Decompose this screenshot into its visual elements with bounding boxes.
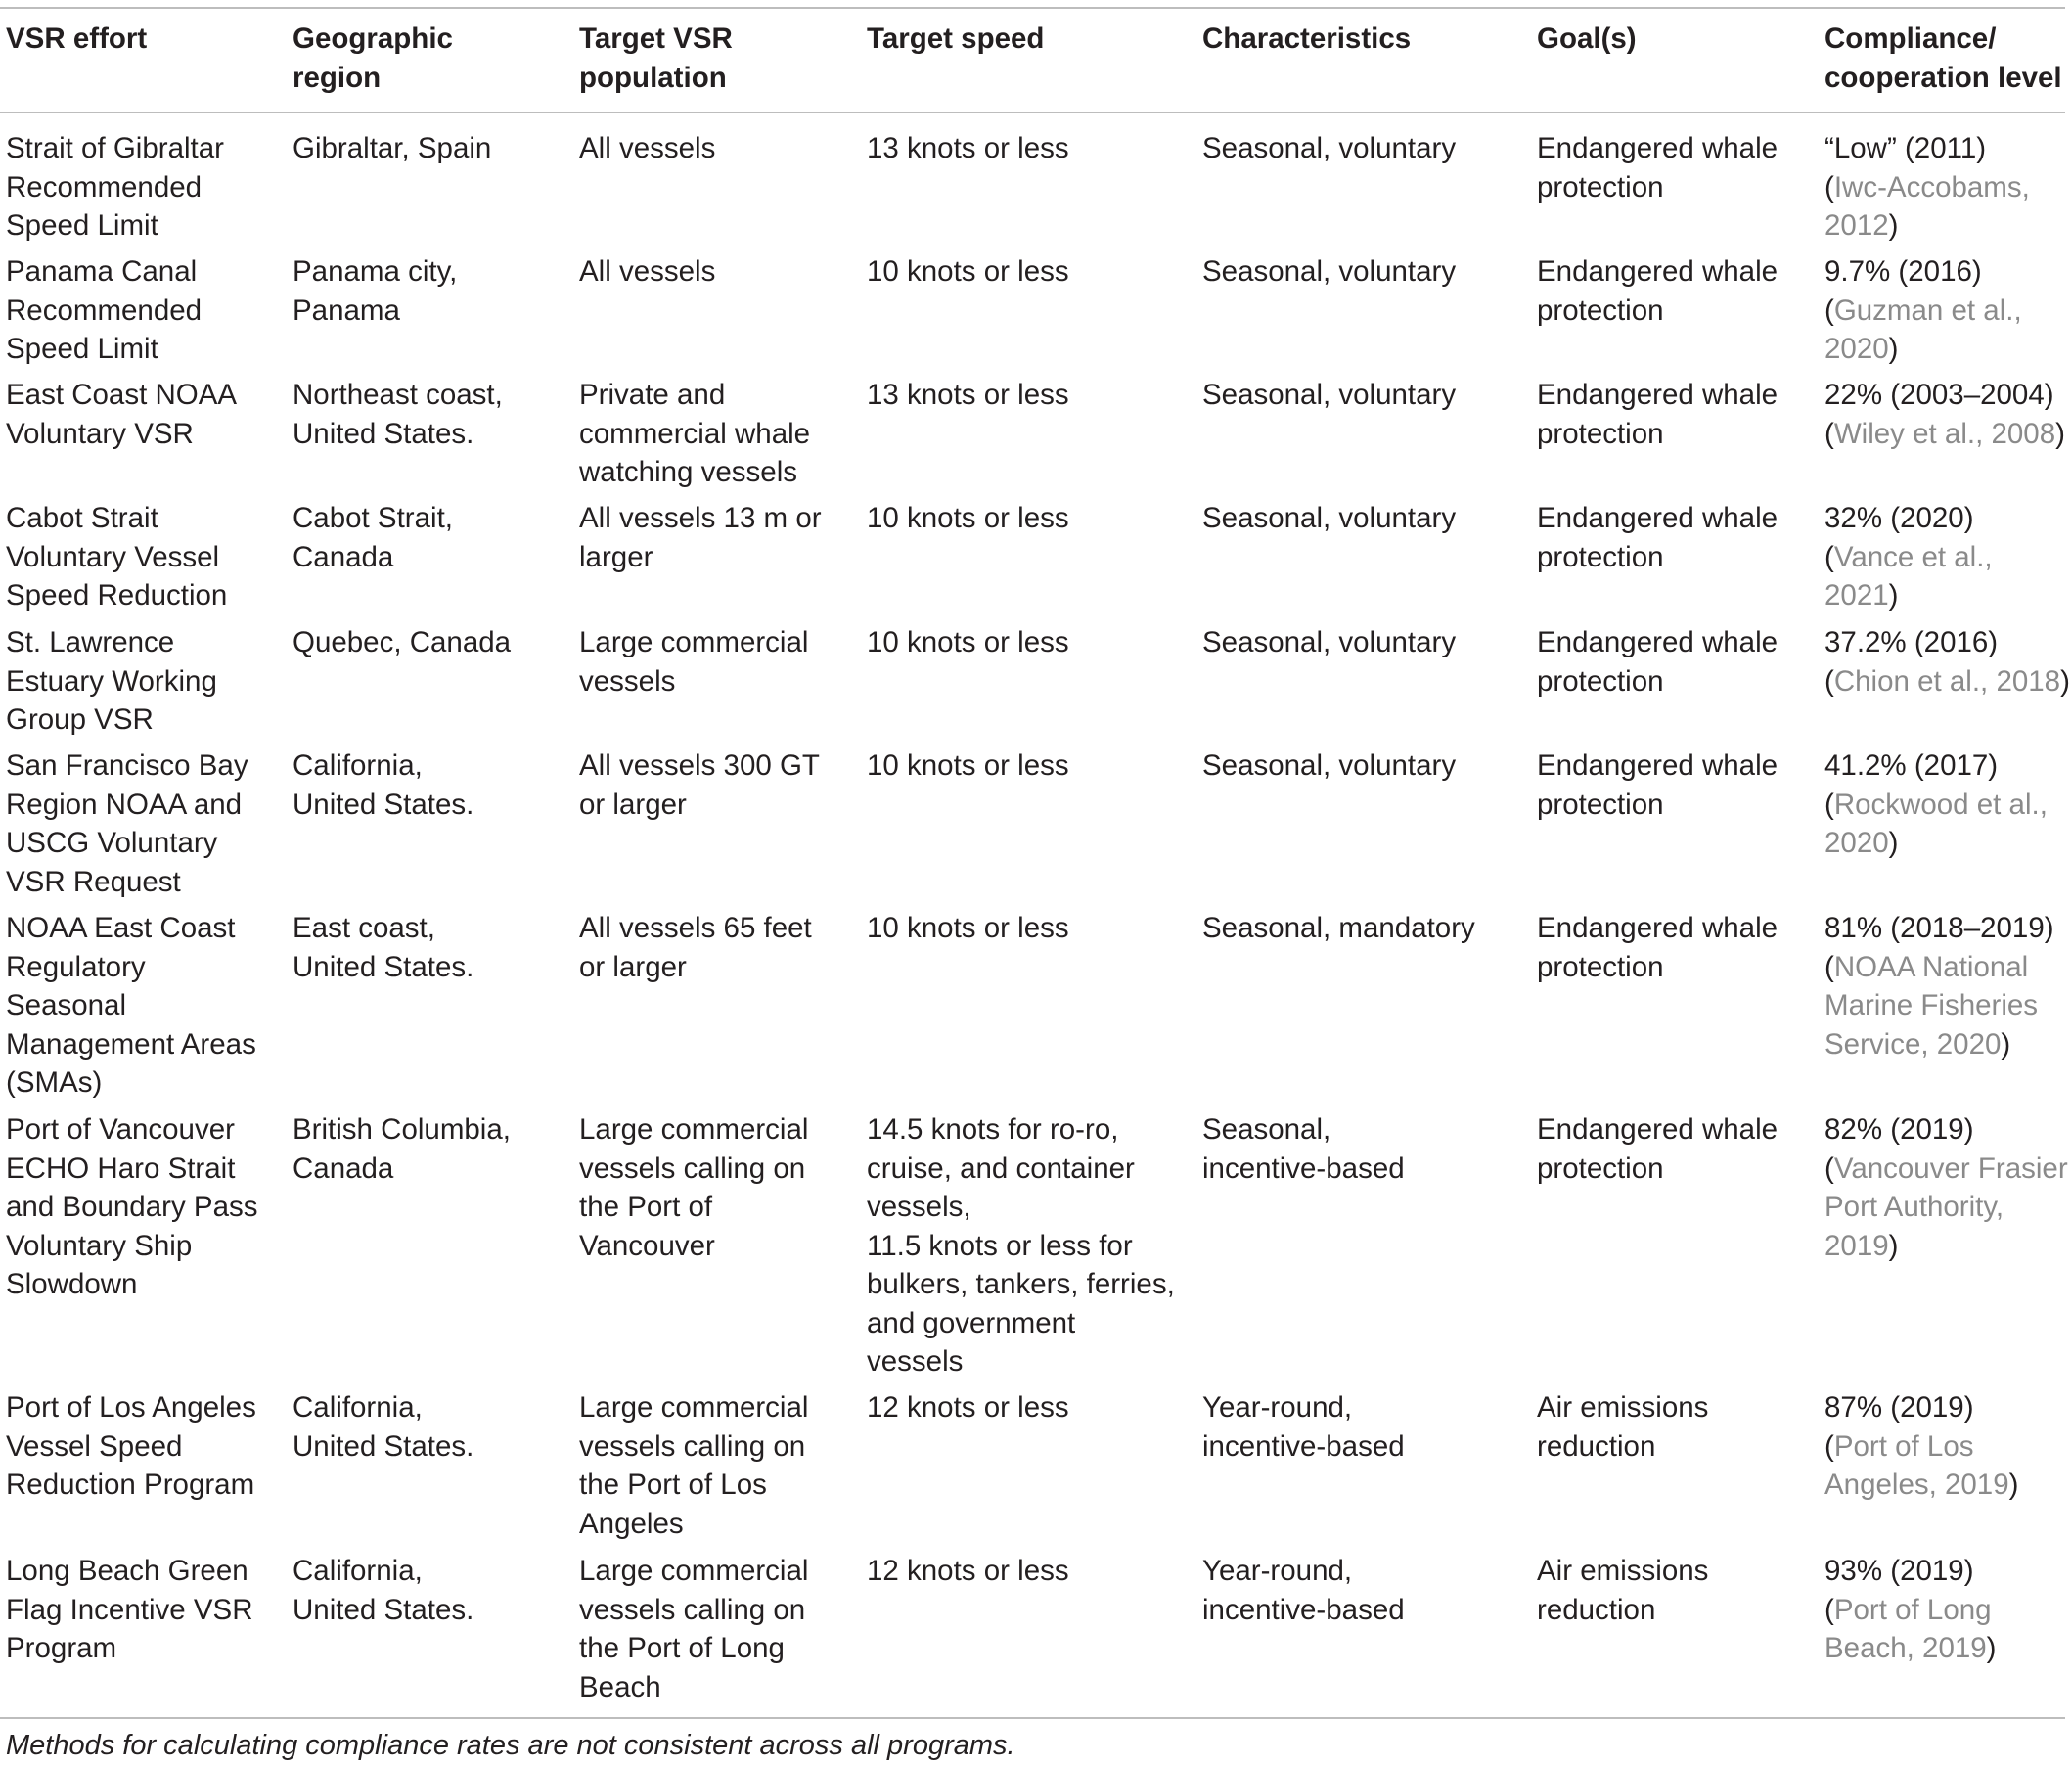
- table-bottom-rule: [0, 1717, 2065, 1719]
- citation-link[interactable]: NOAA National Marine Fisheries Service, 2020: [1824, 950, 2039, 1061]
- characteristics-cell: Seasonal, voluntary: [1202, 626, 1457, 658]
- compliance-value: 82% (2019): [1824, 1113, 1974, 1146]
- region-cell: East coast, United States.: [293, 912, 474, 983]
- region-cell: Cabot Strait, Canada: [293, 502, 453, 573]
- citation-close-paren: ): [2055, 417, 2065, 450]
- goals-cell: Endangered whale protection: [1537, 912, 1779, 983]
- compliance-value: 41.2% (2017): [1824, 749, 1999, 782]
- region-cell: California, United States.: [293, 749, 474, 821]
- citation-open-paren: (: [1824, 417, 1834, 450]
- column-header-target-speed: Target speed: [867, 23, 1045, 55]
- region-cell: Northeast coast, United States.: [293, 379, 503, 450]
- citation-open-paren: (: [1824, 950, 1834, 983]
- goals-cell: Endangered whale protection: [1537, 132, 1779, 204]
- citation-open-paren: (: [1824, 788, 1834, 821]
- compliance-value: “Low” (2011): [1824, 132, 1987, 164]
- population-cell: Large commercial vessels: [579, 626, 809, 698]
- citation-close-paren: ): [2060, 664, 2070, 698]
- vsr-effort-cell: St. Lawrence Estuary Working Group VSR: [6, 626, 217, 736]
- citation-close-paren: ): [1986, 1632, 1997, 1664]
- speed-cell: 10 knots or less: [867, 502, 1069, 534]
- citation-link[interactable]: Guzman et al., 2020: [1824, 294, 2022, 365]
- compliance-cell: [1824, 376, 2065, 453]
- table-header-rule: [0, 112, 2065, 113]
- characteristics-cell: Year-round, incentive-based: [1202, 1555, 1405, 1626]
- column-header-goals: Goal(s): [1537, 23, 1637, 55]
- speed-cell: 14.5 knots for ro-ro, cruise, and container vessels, 11.5 knots or less for bulkers, tankers, ferries, and government vessels: [867, 1113, 1175, 1378]
- column-header-target-population: Target VSR population: [579, 23, 733, 94]
- population-cell: All vessels 65 feet or larger: [579, 912, 812, 983]
- speed-cell: 13 knots or less: [867, 132, 1069, 164]
- speed-cell: 10 knots or less: [867, 912, 1069, 944]
- citation-close-paren: ): [1888, 209, 1899, 242]
- compliance-value: 87% (2019): [1824, 1391, 1974, 1424]
- population-cell: All vessels 13 m or larger: [579, 502, 822, 573]
- citation-link[interactable]: Port of Long Beach, 2019: [1824, 1593, 1992, 1664]
- citation-open-paren: (: [1824, 170, 1834, 204]
- characteristics-cell: Seasonal, incentive-based: [1202, 1113, 1405, 1185]
- citation-close-paren: ): [1888, 333, 1899, 365]
- citation-link[interactable]: Vance et al., 2021: [1824, 540, 1993, 611]
- citation-close-paren: ): [1888, 827, 1899, 859]
- goals-cell: Endangered whale protection: [1537, 626, 1779, 698]
- population-cell: Large commercial vessels calling on the Port of Vancouver: [579, 1113, 809, 1262]
- citation-open-paren: (: [1824, 294, 1834, 327]
- vsr-effort-cell: Long Beach Green Flag Incentive VSR Program: [6, 1555, 253, 1664]
- compliance-cell: [1824, 252, 2022, 369]
- characteristics-cell: Seasonal, voluntary: [1202, 379, 1457, 411]
- citation-open-paren: (: [1824, 664, 1834, 698]
- characteristics-cell: Year-round, incentive-based: [1202, 1391, 1405, 1463]
- region-cell: Panama city, Panama: [293, 255, 458, 327]
- population-cell: All vessels: [579, 132, 716, 164]
- table-top-rule: [0, 7, 2065, 9]
- goals-cell: Air emissions reduction: [1537, 1391, 1709, 1463]
- characteristics-cell: Seasonal, mandatory: [1202, 912, 1475, 944]
- citation-open-paren: (: [1824, 1429, 1834, 1463]
- compliance-value: 37.2% (2016): [1824, 626, 1999, 658]
- compliance-cell: [1824, 1552, 1997, 1668]
- population-cell: All vessels: [579, 255, 716, 288]
- population-cell: Large commercial vessels calling on the Port of Long Beach: [579, 1555, 809, 1703]
- speed-cell: 12 knots or less: [867, 1555, 1069, 1587]
- citation-open-paren: (: [1824, 1593, 1834, 1626]
- compliance-cell: [1824, 1110, 2068, 1265]
- characteristics-cell: Seasonal, voluntary: [1202, 749, 1457, 782]
- goals-cell: Endangered whale protection: [1537, 1113, 1779, 1185]
- region-cell: British Columbia, Canada: [293, 1113, 511, 1185]
- compliance-cell: [1824, 1388, 2018, 1505]
- speed-cell: 10 knots or less: [867, 255, 1069, 288]
- region-cell: Gibraltar, Spain: [293, 132, 492, 164]
- table-footnote: Methods for calculating compliance rates are not consistent across all programs.: [6, 1730, 1015, 1761]
- characteristics-cell: Seasonal, voluntary: [1202, 132, 1457, 164]
- characteristics-cell: Seasonal, voluntary: [1202, 502, 1457, 534]
- speed-cell: 10 knots or less: [867, 626, 1069, 658]
- speed-cell: 12 knots or less: [867, 1391, 1069, 1424]
- citation-link[interactable]: Wiley et al., 2008: [1833, 417, 2056, 450]
- column-header-compliance: Compliance/ cooperation level: [1824, 23, 2062, 94]
- column-header-vsr-effort: VSR effort: [6, 23, 148, 55]
- compliance-value: 9.7% (2016): [1824, 255, 1982, 288]
- column-header-characteristics: Characteristics: [1202, 23, 1412, 55]
- goals-cell: Endangered whale protection: [1537, 502, 1779, 573]
- characteristics-cell: Seasonal, voluntary: [1202, 255, 1457, 288]
- region-cell: California, United States.: [293, 1391, 474, 1463]
- vsr-effort-cell: Port of Vancouver ECHO Haro Strait and Boundary Pass Voluntary Ship Slowdown: [6, 1113, 258, 1300]
- region-cell: California, United States.: [293, 1555, 474, 1626]
- speed-cell: 13 knots or less: [867, 379, 1069, 411]
- speed-cell: 10 knots or less: [867, 749, 1069, 782]
- compliance-cell: [1824, 909, 2054, 1064]
- citation-link[interactable]: Chion et al., 2018: [1833, 664, 2061, 698]
- citation-close-paren: ): [2008, 1469, 2019, 1501]
- column-header-geographic-region: Geographic region: [293, 23, 453, 94]
- population-cell: Private and commercial whale watching vessels: [579, 379, 811, 488]
- compliance-value: 22% (2003–2004): [1824, 379, 2054, 411]
- compliance-value: 93% (2019): [1824, 1555, 1974, 1587]
- vsr-effort-cell: East Coast NOAA Voluntary VSR: [6, 379, 238, 450]
- vsr-effort-cell: San Francisco Bay Region NOAA and USCG Voluntary VSR Request: [6, 749, 248, 898]
- vsr-effort-cell: Strait of Gibraltar Recommended Speed Limit: [6, 132, 224, 242]
- goals-cell: Endangered whale protection: [1537, 379, 1779, 450]
- goals-cell: Endangered whale protection: [1537, 255, 1779, 327]
- citation-close-paren: ): [1888, 579, 1899, 611]
- citation-close-paren: ): [1888, 1229, 1899, 1262]
- goals-cell: Air emissions reduction: [1537, 1555, 1709, 1626]
- citation-link[interactable]: Vancouver Frasier Port Authority, 2019: [1824, 1152, 2068, 1262]
- vsr-effort-cell: NOAA East Coast Regulatory Seasonal Management Areas (SMAs): [6, 912, 256, 1099]
- compliance-cell: [1824, 499, 2072, 615]
- compliance-cell: [1824, 747, 2048, 863]
- compliance-value: 32% (2020): [1824, 502, 1974, 534]
- vsr-effort-cell: Panama Canal Recommended Speed Limit: [6, 255, 203, 365]
- citation-link[interactable]: Rockwood et al., 2020: [1824, 788, 2048, 859]
- citation-link[interactable]: Port of Los Angeles, 2019: [1824, 1429, 2009, 1501]
- vsr-effort-cell: Cabot Strait Voluntary Vessel Speed Reduction: [6, 502, 228, 611]
- compliance-value: 81% (2018–2019): [1824, 912, 2054, 944]
- vsr-effort-cell: Port of Los Angeles Vessel Speed Reduction Program: [6, 1391, 256, 1501]
- population-cell: Large commercial vessels calling on the Port of Los Angeles: [579, 1391, 809, 1540]
- citation-open-paren: (: [1824, 1152, 1834, 1185]
- region-cell: Quebec, Canada: [293, 626, 512, 658]
- compliance-cell: [1824, 129, 2030, 246]
- citation-open-paren: (: [1824, 540, 1834, 573]
- citation-link[interactable]: Iwc-Accobams, 2012: [1824, 170, 2030, 242]
- goals-cell: Endangered whale protection: [1537, 749, 1779, 821]
- compliance-cell: [1824, 623, 2070, 701]
- population-cell: All vessels 300 GT or larger: [579, 749, 820, 821]
- citation-close-paren: ): [2001, 1027, 2011, 1061]
